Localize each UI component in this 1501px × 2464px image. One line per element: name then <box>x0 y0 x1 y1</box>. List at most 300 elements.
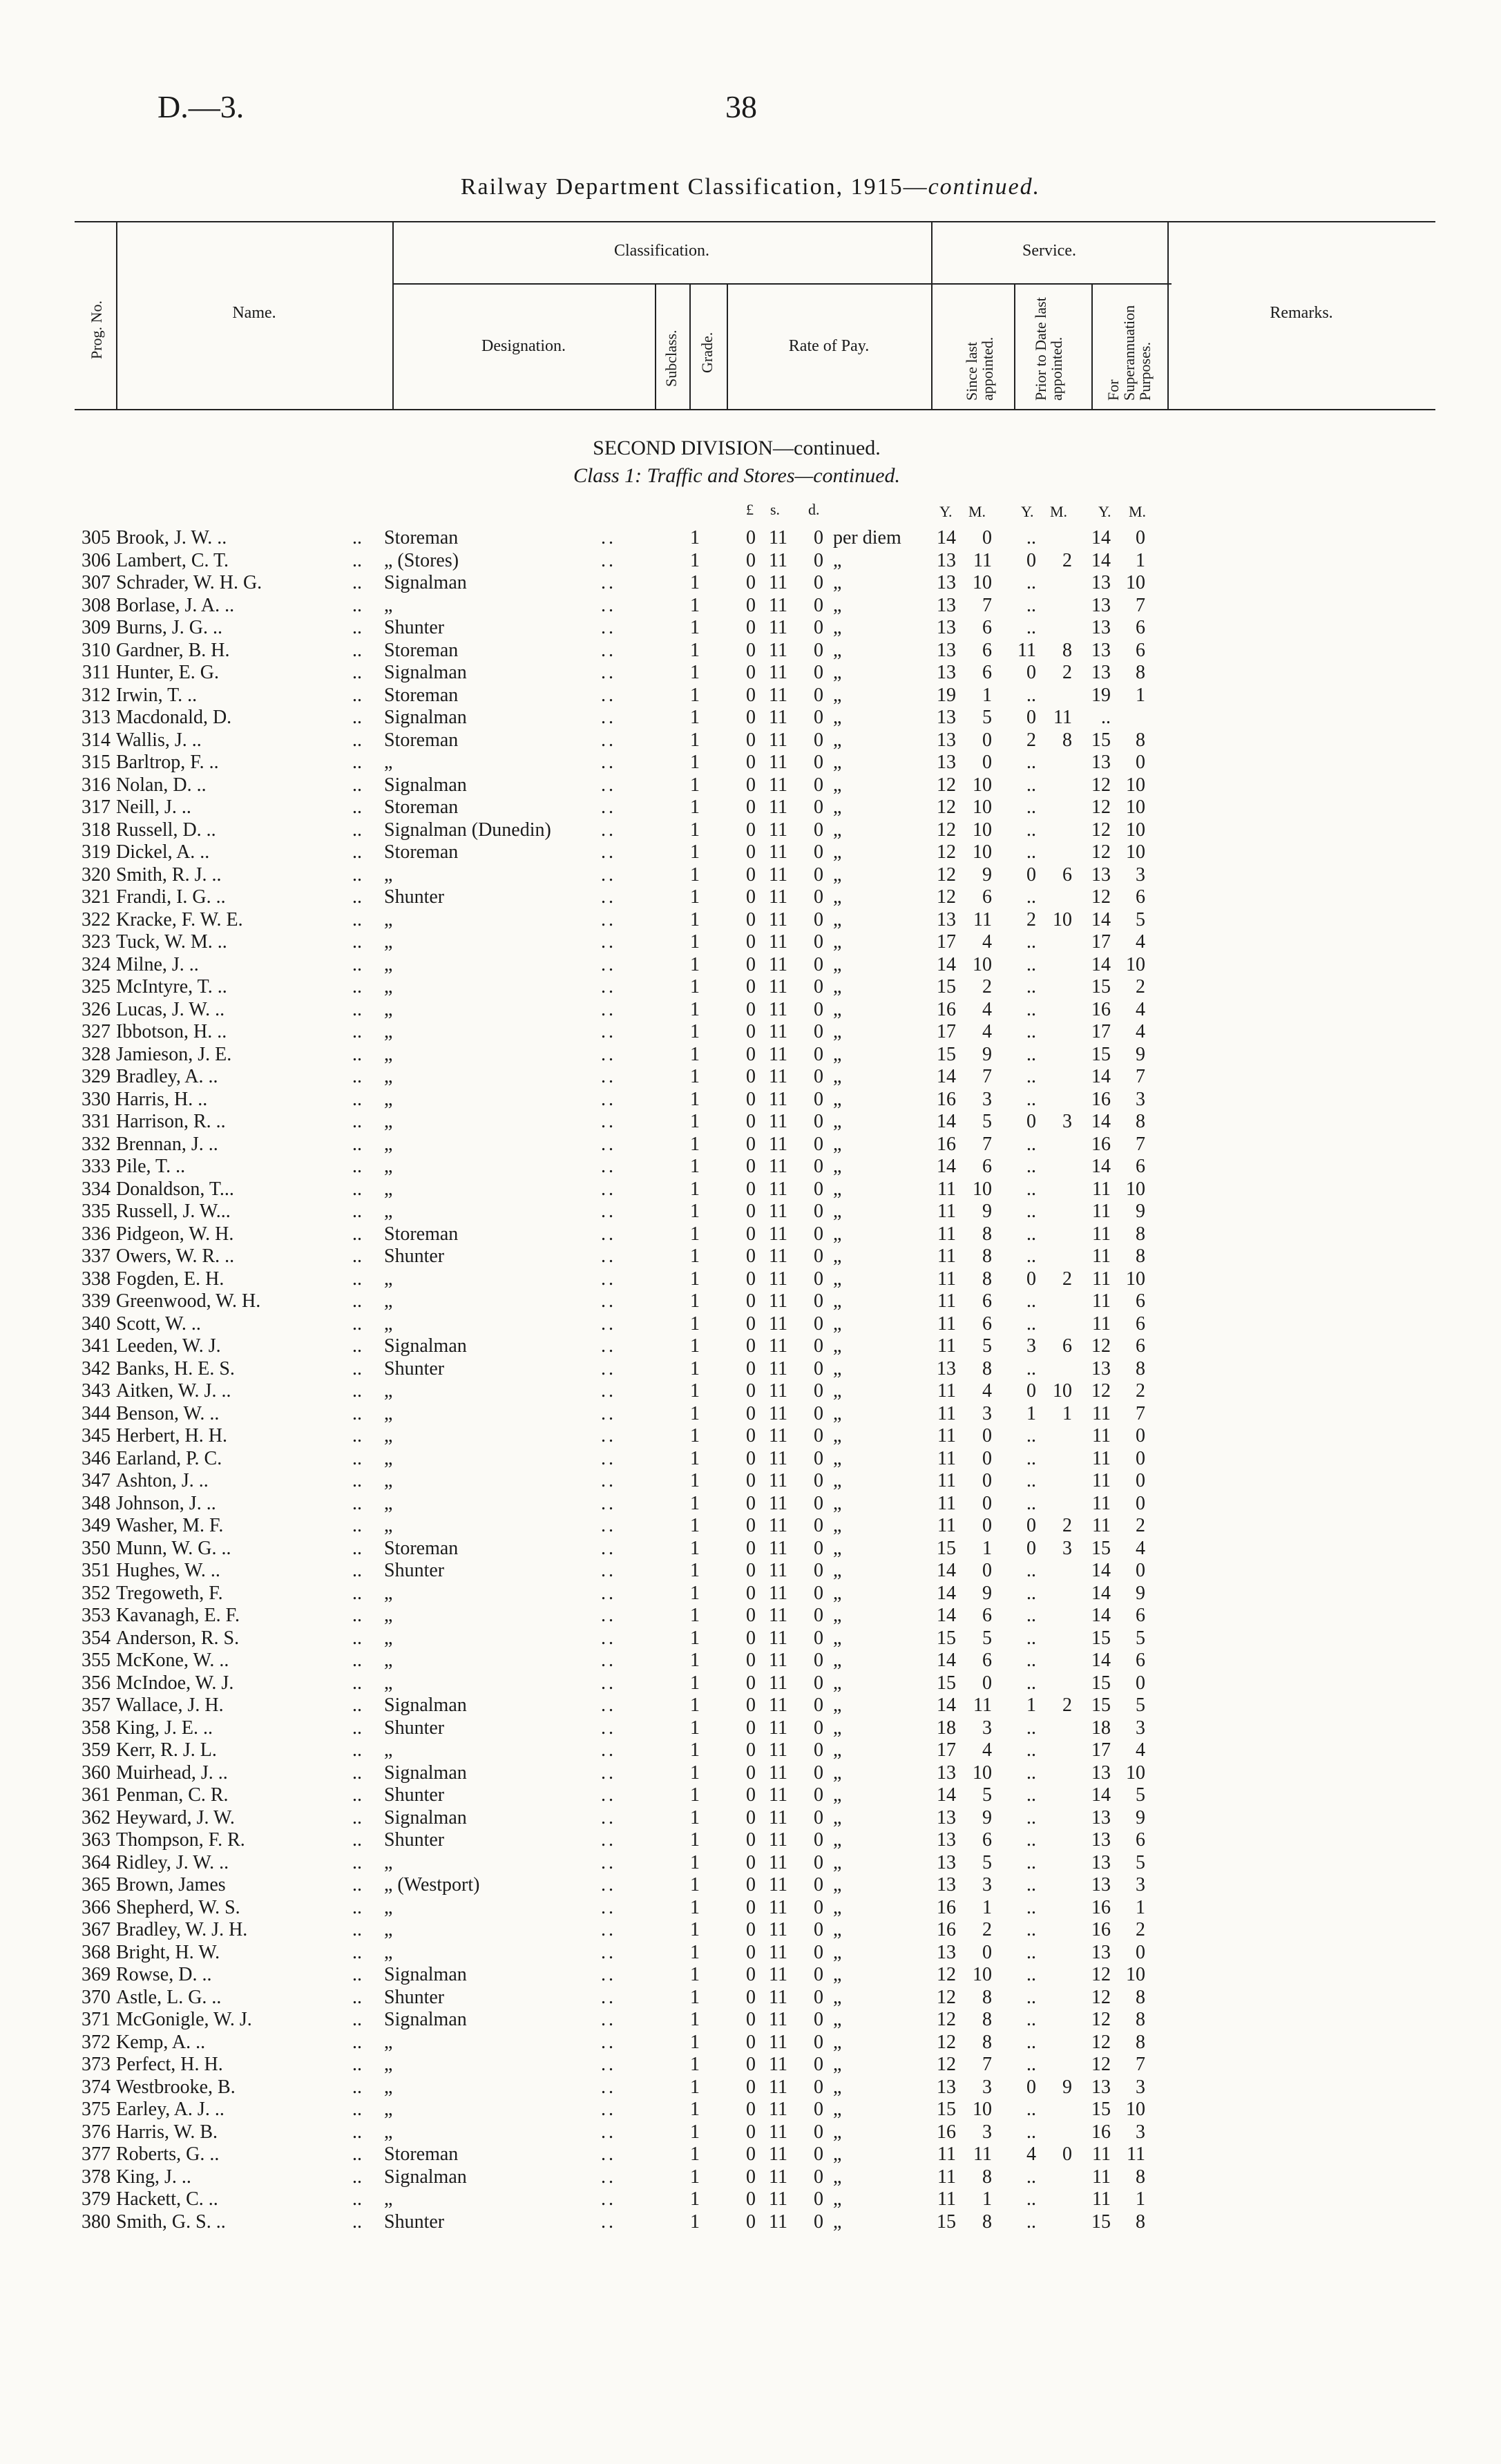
since-years: 14 <box>937 1650 956 1671</box>
prog-no: 317 <box>82 796 111 818</box>
subclass: 1 <box>690 2031 700 2053</box>
employee-name: Roberts, G. .. <box>116 2143 220 2165</box>
pay-period: „ <box>833 1896 842 1918</box>
pay-period: „ <box>833 819 842 841</box>
pay-pounds: 0 <box>746 1133 756 1155</box>
prior-months: 9 <box>1062 2076 1072 2098</box>
employee-name: Russell, D. .. <box>116 819 216 841</box>
super-years: 11 <box>1092 1178 1111 1200</box>
prior-years: .. <box>1026 572 1036 593</box>
pay-pounds: 0 <box>746 1043 756 1065</box>
super-years: 14 <box>1091 1784 1111 1806</box>
pay-period: „ <box>833 1605 842 1626</box>
prog-no: 361 <box>82 1784 111 1806</box>
leader-dots: .. <box>352 1896 362 1918</box>
pay-pence: 0 <box>814 2210 823 2233</box>
employee-name: Nolan, D. .. <box>116 774 207 796</box>
pay-pence: 0 <box>814 2166 823 2188</box>
since-years: 13 <box>937 2076 956 2098</box>
prog-no: 305 <box>82 527 111 548</box>
designation: „ (Westport) <box>384 1874 480 1895</box>
pay-shillings: 11 <box>769 1312 787 1335</box>
leader-dots: .. <box>352 594 362 616</box>
pay-shillings: 11 <box>769 931 787 953</box>
leader-dots: .. <box>352 1672 362 1694</box>
pay-pounds: 0 <box>746 774 756 796</box>
leader-dots: .. <box>601 1717 616 1739</box>
unit-pound: £ <box>746 501 754 518</box>
table-row <box>0 527 1501 550</box>
subclass: 1 <box>690 1650 700 1671</box>
since-years: 13 <box>937 1851 956 1873</box>
subclass: 1 <box>690 1784 700 1806</box>
pay-pence: 0 <box>814 1650 823 1671</box>
prior-years: .. <box>1026 1986 1036 2008</box>
pay-period: „ <box>833 1492 842 1514</box>
table-row <box>0 685 1501 707</box>
pay-pounds: 0 <box>746 1335 756 1357</box>
table-row <box>0 1335 1501 1358</box>
prog-no: 353 <box>82 1605 111 1626</box>
super-months: 10 <box>1126 2099 1145 2120</box>
prog-no: 318 <box>82 819 111 841</box>
super-months: 6 <box>1136 1605 1145 1626</box>
prog-no: 378 <box>82 2166 111 2188</box>
since-months: 11 <box>973 1694 992 1716</box>
designation: Storeman <box>384 2143 459 2165</box>
pay-pounds: 0 <box>746 1402 756 1424</box>
designation: „ <box>384 1582 393 1604</box>
leader-dots: .. <box>601 1537 616 1559</box>
prior-years: .. <box>1026 1156 1036 1177</box>
since-years: 11 <box>937 1402 956 1424</box>
leader-dots: .. <box>352 1784 362 1806</box>
prior-years: 3 <box>1026 1335 1036 1357</box>
leader-dots: .. <box>601 1874 616 1895</box>
employee-name: Hunter, E. G. <box>116 662 219 683</box>
pay-pounds: 0 <box>746 572 756 593</box>
pay-pounds: 0 <box>746 527 756 548</box>
employee-name: Bradley, A. .. <box>116 1066 218 1087</box>
leader-dots: .. <box>601 1201 616 1222</box>
prior-years: .. <box>1026 1941 1036 1963</box>
table-row <box>0 1066 1501 1089</box>
subclass: 1 <box>690 1694 700 1716</box>
designation: „ <box>384 976 393 997</box>
since-months: 3 <box>982 1402 992 1424</box>
pay-shillings: 11 <box>769 1650 787 1671</box>
since-years: 13 <box>937 639 956 661</box>
super-months: 3 <box>1136 2121 1145 2143</box>
since-months: 6 <box>982 1605 992 1626</box>
pay-shillings: 11 <box>769 2054 787 2075</box>
since-years: 14 <box>937 1066 956 1087</box>
leader-dots: .. <box>601 1896 616 1918</box>
pay-period: „ <box>833 1694 842 1716</box>
prior-months: 2 <box>1062 662 1072 683</box>
super-years: 11 <box>1092 1515 1111 1536</box>
pay-shillings: 11 <box>769 1672 787 1694</box>
pay-period: „ <box>833 1335 842 1357</box>
since-years: 14 <box>937 1560 956 1581</box>
since-months: 4 <box>982 931 992 953</box>
prior-years: .. <box>1026 527 1036 548</box>
super-years: 11 <box>1092 2188 1111 2210</box>
header-for-super: For Superannuation Purposes. <box>1105 305 1154 401</box>
pay-shillings: 11 <box>769 1470 787 1491</box>
pay-period: „ <box>833 1784 842 1806</box>
super-years: 12 <box>1091 841 1111 863</box>
pay-pence: 0 <box>814 639 823 661</box>
super-years: 12 <box>1091 774 1111 796</box>
pay-period: „ <box>833 2188 842 2210</box>
prog-no: 313 <box>82 707 111 728</box>
pay-pounds: 0 <box>746 1492 756 1514</box>
prior-years: .. <box>1026 1739 1036 1761</box>
employee-name: Schrader, W. H. G. <box>116 572 262 593</box>
super-months: 10 <box>1126 1178 1145 1200</box>
unit-pence: d. <box>808 501 820 518</box>
designation: „ <box>384 2054 393 2075</box>
designation: Storeman <box>384 841 459 863</box>
pay-shillings: 11 <box>769 707 787 728</box>
super-months: 7 <box>1136 1402 1145 1424</box>
super-years: 11 <box>1092 1290 1111 1312</box>
super-months: 10 <box>1126 1761 1145 1784</box>
designation: Signalman (Dunedin) <box>384 819 551 841</box>
division-heading: SECOND DIVISION—continued. <box>593 437 881 459</box>
prog-no: 377 <box>82 2143 111 2165</box>
prog-no: 346 <box>82 1447 111 1469</box>
class-heading: Class 1: Traffic and Stores—continued. <box>573 464 901 487</box>
table-row <box>0 1627 1501 1650</box>
pay-pence: 0 <box>814 707 823 728</box>
prior-years: .. <box>1026 617 1036 638</box>
pay-pence: 0 <box>814 1290 823 1312</box>
super-years: 15 <box>1091 2210 1111 2233</box>
super-months: 4 <box>1136 998 1145 1020</box>
leader-dots: .. <box>352 1268 362 1290</box>
since-years: 15 <box>937 1672 956 1694</box>
prior-months: 2 <box>1062 1515 1072 1536</box>
pay-pounds: 0 <box>746 1694 756 1716</box>
prior-years: 0 <box>1026 1268 1036 1290</box>
leader-dots: .. <box>352 662 362 683</box>
super-months: 3 <box>1136 1717 1145 1739</box>
since-months: 5 <box>982 1851 992 1873</box>
super-years: 14 <box>1091 1650 1111 1671</box>
pay-pence: 0 <box>814 1986 823 2008</box>
pay-shillings: 11 <box>769 617 787 638</box>
since-years: 13 <box>937 572 956 593</box>
pay-period: „ <box>833 1201 842 1222</box>
since-months: 5 <box>982 1784 992 1806</box>
designation: Signalman <box>384 2166 467 2188</box>
pay-pounds: 0 <box>746 1964 756 1985</box>
pay-pounds: 0 <box>746 976 756 997</box>
pay-pounds: 0 <box>746 1111 756 1132</box>
designation: „ <box>384 1088 393 1110</box>
designation: „ <box>384 1111 393 1132</box>
since-years: 12 <box>937 863 956 886</box>
designation: „ <box>384 931 393 953</box>
employee-name: Scott, W. .. <box>116 1312 201 1335</box>
super-years: 14 <box>1091 953 1111 975</box>
pay-pence: 0 <box>814 1694 823 1716</box>
header-designation: Designation. <box>481 337 566 355</box>
since-years: 14 <box>937 1605 956 1626</box>
since-months: 8 <box>982 1245 992 1267</box>
subclass: 1 <box>690 1088 700 1110</box>
leader-dots: .. <box>601 1447 616 1469</box>
pay-pounds: 0 <box>746 2031 756 2053</box>
table-row <box>0 1672 1501 1695</box>
unit-years-since: Y. <box>939 503 953 520</box>
employee-name: Wallace, J. H. <box>116 1694 224 1716</box>
subclass: 1 <box>690 1245 700 1267</box>
subclass: 1 <box>690 1178 700 1200</box>
leader-dots: .. <box>601 1156 616 1177</box>
since-months: 0 <box>982 1447 992 1469</box>
prior-months: 10 <box>1053 1380 1072 1402</box>
pay-period: „ <box>833 2054 842 2075</box>
subclass: 1 <box>690 639 700 661</box>
super-months: 0 <box>1136 1941 1145 1963</box>
pay-shillings: 11 <box>769 2166 787 2188</box>
since-years: 16 <box>937 998 956 1020</box>
since-years: 16 <box>937 2121 956 2143</box>
leader-dots: .. <box>601 774 616 796</box>
pay-pounds: 0 <box>746 639 756 661</box>
since-months: 2 <box>982 976 992 997</box>
employee-name: Munn, W. G. .. <box>116 1537 231 1559</box>
pay-shillings: 11 <box>769 2099 787 2120</box>
super-years: 15 <box>1091 1537 1111 1559</box>
leader-dots: .. <box>352 639 362 661</box>
prog-no: 333 <box>82 1156 111 1177</box>
prior-years: .. <box>1026 1896 1036 1918</box>
leader-dots: .. <box>352 572 362 593</box>
prog-no: 357 <box>82 1694 111 1716</box>
prior-years: 0 <box>1026 1380 1036 1402</box>
leader-dots: .. <box>352 2166 362 2188</box>
pay-shillings: 11 <box>769 1223 787 1245</box>
table-row <box>0 841 1501 864</box>
leader-dots: .. <box>601 662 616 683</box>
leader-dots: .. <box>352 1806 362 1828</box>
pay-period: „ <box>833 729 842 751</box>
pay-period: „ <box>833 684 842 706</box>
pay-pounds: 0 <box>746 684 756 706</box>
prog-no: 348 <box>82 1492 111 1514</box>
employee-name: Muirhead, J. .. <box>116 1761 228 1784</box>
since-months: 0 <box>982 1470 992 1491</box>
designation: „ <box>384 1515 393 1536</box>
employee-name: Irwin, T. .. <box>116 684 198 706</box>
pay-shillings: 11 <box>769 886 787 908</box>
pay-pounds: 0 <box>746 1627 756 1649</box>
since-months: 4 <box>982 1380 992 1402</box>
leader-dots: .. <box>601 527 616 548</box>
subclass: 1 <box>690 1515 700 1536</box>
subclass: 1 <box>690 1717 700 1739</box>
super-years: 14 <box>1091 1111 1111 1132</box>
designation: „ <box>384 594 393 616</box>
super-years: 14 <box>1091 1582 1111 1604</box>
prog-no: 345 <box>82 1425 111 1446</box>
table-row <box>0 1762 1501 1785</box>
pay-pence: 0 <box>814 953 823 975</box>
pay-period: „ <box>833 863 842 886</box>
prog-no: 360 <box>82 1761 111 1784</box>
leader-dots: .. <box>352 1201 362 1222</box>
table-row <box>0 2054 1501 2076</box>
since-months: 7 <box>982 2054 992 2075</box>
leader-dots: .. <box>352 2188 362 2210</box>
pay-period: „ <box>833 2099 842 2120</box>
since-months: 0 <box>982 1941 992 1963</box>
subclass: 1 <box>690 2121 700 2143</box>
pay-shillings: 11 <box>769 1380 787 1402</box>
prior-years: .. <box>1026 976 1036 997</box>
leader-dots: .. <box>601 2009 616 2030</box>
pay-period: „ <box>833 1156 842 1177</box>
super-months: 1 <box>1136 1896 1145 1918</box>
leader-dots: .. <box>352 707 362 728</box>
prog-no: 371 <box>82 2009 111 2030</box>
employee-name: Brook, J. W. .. <box>116 527 227 548</box>
employee-name: Dickel, A. .. <box>116 841 210 863</box>
pay-pence: 0 <box>814 819 823 841</box>
super-months: 2 <box>1136 976 1145 997</box>
pay-pounds: 0 <box>746 1605 756 1626</box>
subclass: 1 <box>690 549 700 571</box>
designation: „ <box>384 2099 393 2120</box>
leader-dots: .. <box>601 2076 616 2098</box>
pay-pence: 0 <box>814 1245 823 1267</box>
table-row <box>0 909 1501 932</box>
since-years: 14 <box>937 1582 956 1604</box>
leader-dots: .. <box>352 2099 362 2120</box>
prior-years: .. <box>1026 1245 1036 1267</box>
pay-pence: 0 <box>814 1672 823 1694</box>
leader-dots: .. <box>352 1402 362 1424</box>
pay-pounds: 0 <box>746 1021 756 1042</box>
pay-pence: 0 <box>814 1043 823 1065</box>
designation: Signalman <box>384 1335 467 1357</box>
pay-pounds: 0 <box>746 2210 756 2233</box>
table-row <box>0 1919 1501 1942</box>
prog-no: 356 <box>82 1672 111 1694</box>
prior-years: .. <box>1026 2031 1036 2053</box>
pay-shillings: 11 <box>769 953 787 975</box>
employee-name: Frandi, I. G. .. <box>116 886 226 908</box>
employee-name: Ridley, J. W. .. <box>116 1851 229 1873</box>
prior-years: .. <box>1026 2121 1036 2143</box>
super-years: 16 <box>1091 2121 1111 2143</box>
pay-pounds: 0 <box>746 1851 756 1873</box>
table-row <box>0 1987 1501 2009</box>
leader-dots: .. <box>601 2210 616 2233</box>
prior-years: .. <box>1026 1043 1036 1065</box>
pay-pounds: 0 <box>746 1806 756 1828</box>
prog-no: 316 <box>82 774 111 796</box>
pay-shillings: 11 <box>769 2009 787 2030</box>
prog-no: 312 <box>82 684 111 706</box>
pay-period: „ <box>833 2143 842 2165</box>
pay-pence: 0 <box>814 1066 823 1087</box>
prior-months: 0 <box>1062 2143 1072 2165</box>
subclass: 1 <box>690 1986 700 2008</box>
since-years: 16 <box>937 1919 956 1940</box>
super-months: 10 <box>1126 1268 1145 1290</box>
since-years: 16 <box>937 1088 956 1110</box>
prog-no: 339 <box>82 1290 111 1312</box>
table-row <box>0 1694 1501 1717</box>
leader-dots: .. <box>352 1357 362 1379</box>
designation: „ <box>384 1402 393 1424</box>
leader-dots: .. <box>352 841 362 863</box>
employee-name: Brennan, J. .. <box>116 1133 218 1155</box>
pay-period: „ <box>833 953 842 975</box>
prog-no: 331 <box>82 1111 111 1132</box>
table-row <box>0 1403 1501 1426</box>
employee-name: Jamieson, J. E. <box>116 1043 232 1065</box>
since-months: 8 <box>982 1223 992 1245</box>
designation: „ <box>384 1156 393 1177</box>
pay-pounds: 0 <box>746 752 756 773</box>
super-months: 6 <box>1136 639 1145 661</box>
since-months: 11 <box>973 2143 992 2165</box>
subclass: 1 <box>690 1874 700 1895</box>
prior-months: 2 <box>1062 1694 1072 1716</box>
prog-no: 347 <box>82 1470 111 1491</box>
since-months: 5 <box>982 1335 992 1357</box>
prog-no: 358 <box>82 1717 111 1739</box>
super-months: 6 <box>1136 886 1145 908</box>
header-since-last: Since last appointed. <box>963 336 997 401</box>
super-months: 2 <box>1136 1919 1145 1940</box>
super-months: 8 <box>1136 729 1145 751</box>
prior-months: 2 <box>1062 549 1072 571</box>
pay-pounds: 0 <box>746 1739 756 1761</box>
employee-name: Perfect, H. H. <box>116 2054 223 2075</box>
subclass: 1 <box>690 1223 700 1245</box>
super-years: 13 <box>1091 863 1111 886</box>
pay-pounds: 0 <box>746 1425 756 1446</box>
leader-dots: .. <box>352 1088 362 1110</box>
designation: Shunter <box>384 886 445 908</box>
table-row <box>0 999 1501 1022</box>
header-name: Name. <box>232 304 276 322</box>
super-months: 4 <box>1136 931 1145 953</box>
subclass: 1 <box>690 1066 700 1087</box>
unit-months-prior: M. <box>1050 503 1068 520</box>
prior-years: .. <box>1026 953 1036 975</box>
pay-period: „ <box>833 1447 842 1469</box>
since-months: 6 <box>982 1290 992 1312</box>
prior-years: .. <box>1026 1088 1036 1110</box>
since-months: 1 <box>982 1896 992 1918</box>
since-years: 11 <box>937 1470 956 1491</box>
employee-name: Greenwood, W. H. <box>116 1290 261 1312</box>
subclass: 1 <box>690 1627 700 1649</box>
prog-no: 365 <box>82 1874 111 1895</box>
pay-period: „ <box>833 1515 842 1536</box>
table-row <box>0 1201 1501 1223</box>
subclass: 1 <box>690 774 700 796</box>
prog-no: 342 <box>82 1357 111 1379</box>
